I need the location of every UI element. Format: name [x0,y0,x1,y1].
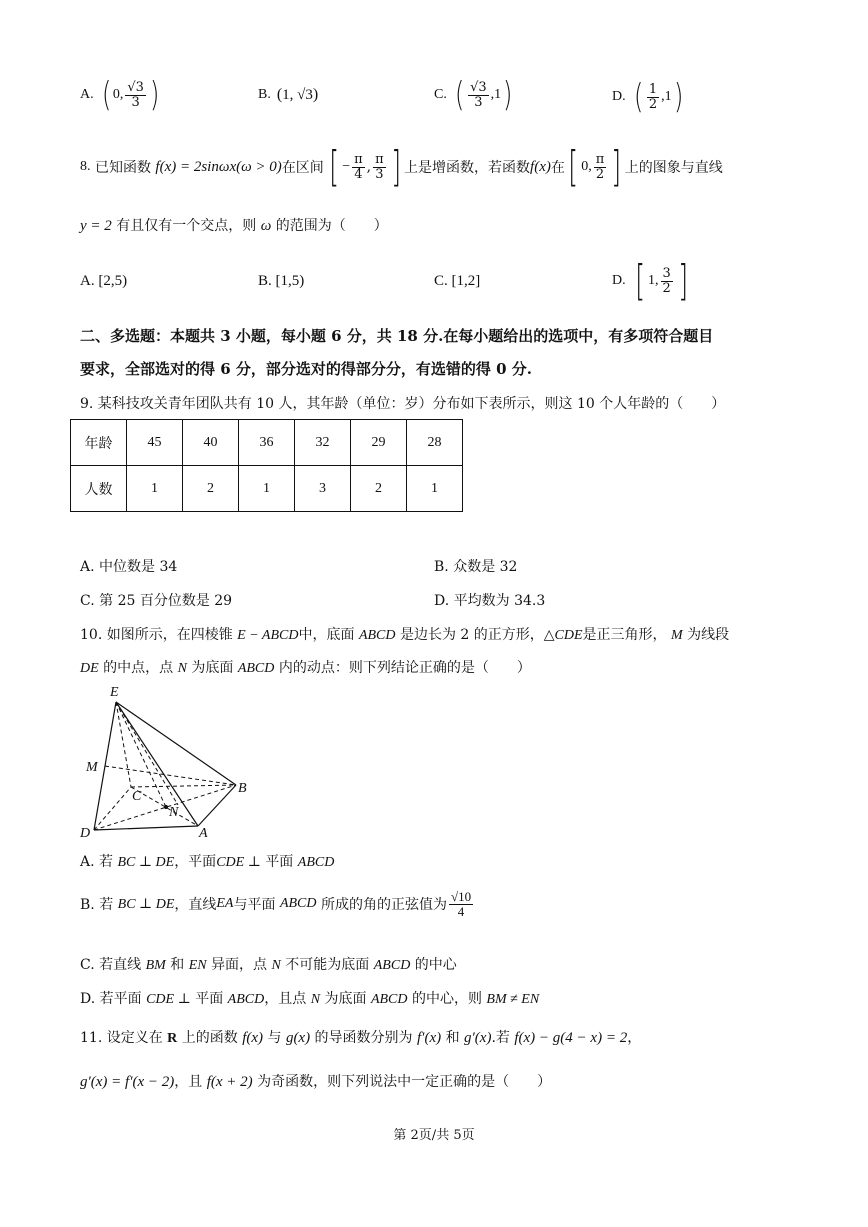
edge-DC [94,787,131,830]
table-row [71,466,463,512]
table-cell: 29 [351,420,407,466]
q9-age-table [70,419,463,512]
table-cell: 2 [351,466,407,512]
pyramid-figure [78,683,258,841]
q8-stem-line2: y = 2 有且仅有一个交点，则 ω 的范围为（ ） [80,218,388,234]
table-cell: 人数 [71,466,127,512]
table-cell: 40 [183,420,239,466]
q9-option-b: B. 众数是 32 [434,559,518,575]
table-cell: 3 [295,466,351,512]
q10-option-b: B. 若 BC ⊥ DE ，直线 EA 与平面 ABCD 所成的角的正弦值为 $\frac{√10}{4}$ [80,889,472,919]
edge-EA [116,702,198,826]
label-D: D [80,826,91,841]
q11-stem-line1: 11. 设定义在 R 上的函数 f(x) 与 g(x) 的导函数分别为 f′(x) 和 g′(x).若 f(x) − g(4 − x) = 2， [80,1030,642,1046]
q7-option-a: A. ( 0, $\frac{√3}{3}$ ) [80,75,160,115]
edge-EB [116,702,236,785]
label-C: C [132,789,142,804]
q10-stem-line1: 10. 如图所示，在四棱锥 E − ABCD中，底面 ABCD 是边长为 2 的正方形，△CDE是正三角形， M 为线段 [80,627,730,643]
label-A: A [199,826,208,841]
q10-option-d: D. 若平面 CDE ⊥ 平面 ABCD，且点 N 为底面 ABCD 的中心，则 BM ≠ EN [80,991,540,1007]
table-cell: 45 [127,420,183,466]
q9-option-a: A. 中位数是 34 [80,559,178,575]
page-footer: 第 2页/共 5页 [393,1128,475,1143]
section2-heading-line1: 二、多选题：本题共 3 小题，每小题 6 分，共 18 分.在每小题给出的选项中，有多项符合题目 [80,327,714,345]
q11-stem-line2: g′(x) = f′(x − 2)，且 f(x + 2) 为奇函数，则下列说法中一定正确的是（ ） [80,1074,552,1090]
point-N [164,805,168,809]
q8-option-c: C. [1,2] [434,273,481,289]
q9-option-c: C. 第 25 百分位数是 29 [80,593,233,609]
edge-DA [94,826,198,830]
table-row [71,420,463,466]
q7-option-c: C. ( $\frac{√3}{3}$ ,1 ) [434,75,513,115]
q8-option-d: D. [ 1, $\frac{3}{2}$ ] [612,256,688,305]
q8-stem-line1: 8. 已知函数 f(x) = 2sinωx(ω > 0) 在区间 [ − $\frac{\pi}{4}$ , $\frac{\pi}{3}$ ] 上是增函数，若函数 f(x) 在 [ 0, $\frac{\pi}{2}$ ] 上的图象与直线 [80,142,723,191]
label-B: B [238,781,247,796]
q10-option-a: A. 若 BC ⊥ DE，平面CDE ⊥ 平面 ABCD [80,854,335,870]
table-cell: 1 [127,466,183,512]
table-cell: 2 [183,466,239,512]
table-cell: 1 [407,466,463,512]
q10-stem-line2: DE 的中点，点 N 为底面 ABCD 内的动点：则下列结论正确的是（ ） [80,660,531,676]
q9-option-d: D. 平均数为 34.3 [434,593,546,609]
table-cell: 36 [239,420,295,466]
table-cell: 28 [407,420,463,466]
q7-option-d: D. ( $\frac{1}{2}$ ,1 ) [612,77,683,117]
label-N: N [169,805,179,820]
segment-MB [105,766,236,785]
label-E: E [110,685,119,700]
section2-heading-line2: 要求，全部选对的得 6 分，部分选对的得部分分，有选错的得 0 分. [80,360,532,378]
q9-stem: 9. 某科技攻关青年团队共有 10 人，其年龄（单位：岁）分布如下表所示，则这 10 个人年龄的（ ） [80,396,726,412]
table-cell: 年龄 [71,420,127,466]
q8-option-b: B. [1,5) [258,273,305,289]
table-cell: 32 [295,420,351,466]
q7-option-b: B. ( 1, √3 ) [258,86,319,103]
q10-option-c: C. 若直线 BM 和 EN 异面，点 N 不可能为底面 ABCD 的中心 [80,957,457,973]
edge-CB [131,785,236,787]
q8-option-a: A. [2,5) [80,273,128,289]
label-M: M [86,760,98,775]
table-cell: 1 [239,466,295,512]
